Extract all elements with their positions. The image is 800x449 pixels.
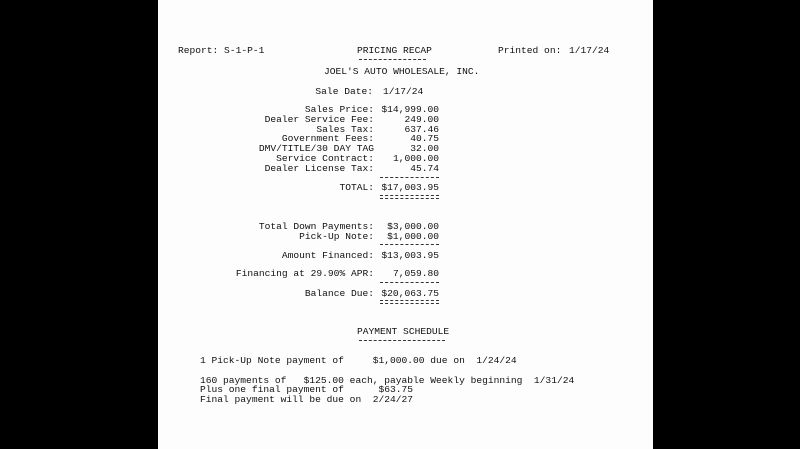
pickup-note-value: $1,000.00 [387,231,439,242]
total-value: $17,003.95 [381,182,439,193]
line-item-label: Dealer License Tax: [264,163,374,174]
line-item-value: 637.46 [404,124,439,135]
total-double-rule [380,195,439,199]
down-payment-value: $3,000.00 [387,221,439,232]
title-underline [359,59,426,60]
schedule-line: Final payment will be due on 2/24/27 [200,394,414,405]
report-id: Report: S-1-P-1 [178,45,265,56]
line-item-label: Service Contract: [276,153,374,164]
balance-rule [380,282,439,283]
line-item-value: 45.74 [410,163,439,174]
schedule-line: Plus one final payment of $63.75 [200,384,414,395]
line-item-value: 40.75 [410,133,439,144]
sale-date-value: 1/17/24 [383,86,424,97]
financed-rule [380,244,439,245]
line-item-label: DMV/TITLE/30 DAY TAG [258,143,374,154]
sale-date-label: Sale Date: [315,86,373,97]
financing-value: 7,059.80 [392,268,439,279]
subtotal-rule [380,177,439,178]
schedule-line: 1 Pick-Up Note payment of $1,000.00 due on 1/24/24 [200,355,517,366]
printed-on-date: 1/17/24 [569,45,610,56]
line-item-label: Sales Tax: [316,124,374,135]
line-item-value: $14,999.00 [381,104,439,115]
balance-due-value: $20,063.75 [381,288,439,299]
amount-financed-label: Amount Financed: [281,250,374,261]
line-item-label: Sales Price: [304,104,374,115]
down-payment-label: Total Down Payments: [258,221,374,232]
document-title: PRICING RECAP [357,45,432,56]
total-label: TOTAL: [339,182,374,193]
dealer-name: JOEL'S AUTO WHOLESALE, INC. [324,66,480,77]
line-item-label: Dealer Service Fee: [264,114,374,125]
amount-financed-value: $13,003.95 [381,250,439,261]
financing-label: Financing at 29.90% APR: [235,268,374,279]
line-item-value: 249.00 [404,114,439,125]
schedule-title-underline [359,340,445,341]
line-item-value: 32.00 [410,143,439,154]
pickup-note-label: Pick-Up Note: [299,231,374,242]
schedule-line: 160 payments of $125.00 each, payable Weekly beginning 1/31/24 [200,375,575,386]
schedule-title: PAYMENT SCHEDULE [357,326,450,337]
balance-double-rule [380,300,439,304]
line-item-label: Government Fees: [281,133,374,144]
line-item-value: 1,000.00 [392,153,439,164]
printed-on-label: Printed on: [498,45,562,56]
document-page [158,0,653,449]
balance-due-label: Balance Due: [304,288,374,299]
